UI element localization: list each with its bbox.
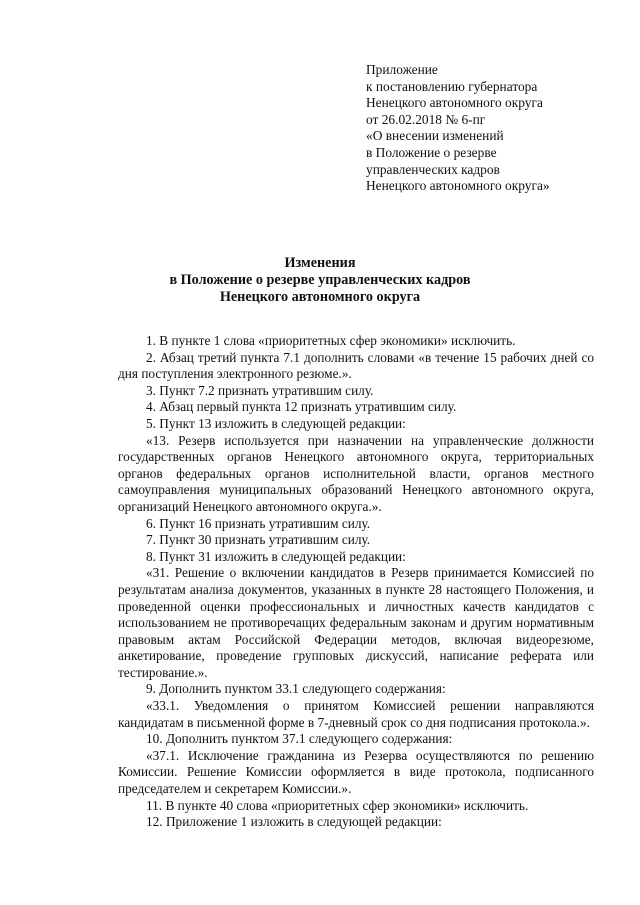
paragraph: 8. Пункт 31 изложить в следующей редакции: [146,548,406,564]
appendix-line: Приложение [366,62,438,77]
appendix-line: управленческих кадров [366,161,500,177]
paragraph: 1. В пункте 1 слова «приоритетных сфер экономики» исключить. [146,333,516,348]
appendix-header [366,62,626,195]
appendix-line: Ненецкого автономного округа [366,95,543,111]
paragraph: 9. Дополнить пунктом 33.1 следующего содержания: [146,681,446,697]
paragraph: 5. Пункт 13 изложить в следующей редакции: [146,415,406,431]
quoted-paragraph: «33.1. Уведомления о принятом Комиссией решении направляются кандидатам в письменной форме в 7-дневный срок со дня подписания протокола.». [118,698,594,730]
quoted-paragraph: «37.1. Исключение гражданина из Резерва осуществляются по решению Комиссии. Решение Комиссии оформляется в виде протокола, подписанного председателем и секретарем Комиссии.». [118,747,594,797]
title-line: Ненецкого автономного округа [219,288,421,305]
document-title [100,255,540,305]
appendix-line: в Положение о резерве [366,144,497,160]
appendix-line: от 26.02.2018 № 6-пг [366,111,486,127]
appendix-line: «О внесении изменений [366,128,504,144]
paragraph: 2. Абзац третий пункта 7.1 дополнить словами «в течение 15 рабочих дней со дня поступления электронного резюме.». [118,349,594,382]
paragraph: 11. В пункте 40 слова «приоритетных сфер экономики» исключить. [146,797,529,813]
quoted-paragraph: «13. Резерв используется при назначении на управленческие должности государственных органов Ненецкого автономного округа, территориальных органов федеральных органов исполнительной власти, органов местного самоуправления муниципальных образований Ненецкого автономного округа, организаций Ненецкого автономного округа.». [118,432,594,514]
paragraph: 4. Абзац первый пункта 12 признать утратившим силу. [146,399,457,415]
paragraph: 10. Дополнить пунктом 37.1 следующего содержания: [146,731,453,747]
document-body [118,333,594,831]
paragraph: 3. Пункт 7.2 признать утратившим силу. [146,382,374,398]
title-line: Изменения [284,255,356,271]
quoted-paragraph: «31. Решение о включении кандидатов в Резерв принимается Комиссией по результатам анализа документов, указанных в пункте 28 настоящего Положения, и проведенной оценки профессиональных и личностных качеств кандидатов с использованием не противоречащих федеральным законам и другим нормативным правовым актам Российской Федерации методов, включая видеорезюме, анкетирование, проведение групповых дискуссий, написание реферата или тестирование.». [118,565,594,680]
appendix-line: Ненецкого автономного округа» [366,178,550,194]
paragraph: 7. Пункт 30 признать утратившим силу. [146,532,371,548]
paragraph: 6. Пункт 16 признать утратившим силу. [146,515,371,531]
paragraph: 12. Приложение 1 изложить в следующей редакции: [146,814,442,830]
title-line: в Положение о резерве управленческих кадров [169,271,471,288]
appendix-line: к постановлению губернатора [366,78,538,94]
